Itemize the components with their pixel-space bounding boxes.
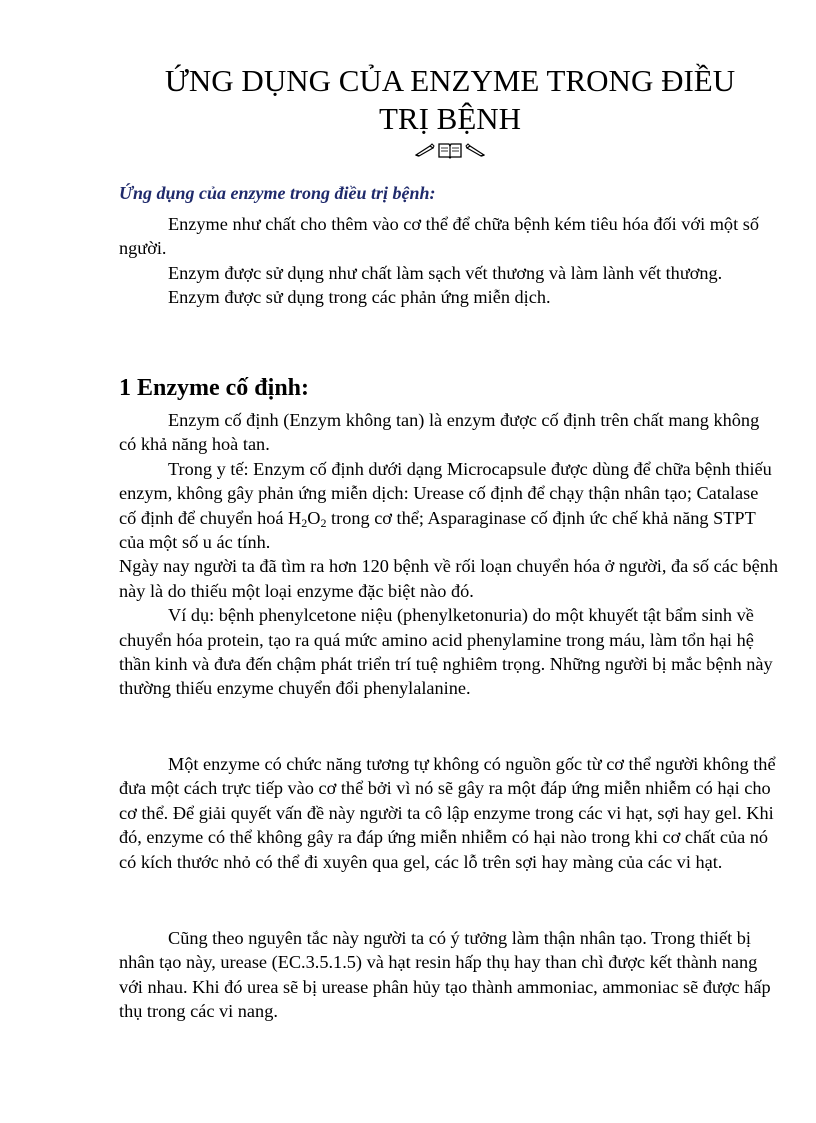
subscript-2a: 2 <box>301 515 308 530</box>
intro-paragraph-1: Enzyme như chất cho thêm vào cơ thể để chữa bệnh kém tiêu hóa đối với một số người. <box>119 214 759 259</box>
section-paragraph-2 <box>119 457 779 555</box>
section-heading: 1 Enzyme cố định: <box>119 375 310 401</box>
intro-heading: Ứng dụng của enzyme trong điều trị bệnh: <box>119 183 436 203</box>
book-icon <box>437 141 463 159</box>
section-paragraph-1: Enzym cố định (Enzym không tan) là enzym được cố định trên chất mang không có khả năng hoà tan. <box>119 410 760 455</box>
section-paragraph-6: Cũng theo nguyên tắc này người ta có ý tưởng làm thận nhân tạo. Trong thiết bị nhân tạo này, urease (EC.3.5.1.5) và hạt resin hấp thụ hay than chì được kết thành nang với nhau. Khi đó urea sẽ bị urease phân hủy tạo thành ammoniac, ammoniac sẽ được hấp thụ trong các vi nang. <box>119 928 771 1022</box>
page-title <box>120 62 780 138</box>
p2-text-oxygen: O <box>307 507 321 528</box>
section-body-final <box>119 926 779 1024</box>
section-body <box>119 408 779 701</box>
title-line-1: ỨNG DỤNG CỦA ENZYME TRONG ĐIỀU <box>164 63 736 98</box>
intro-body <box>119 212 779 310</box>
section-paragraph-4: Ví dụ: bệnh phenylcetone niệu (phenylketonuria) do một khuyết tật bẩm sinh về chuyển hóa protein, tạo ra quá mức amino acid phenylamine trong máu, làm tổn hại hệ thần kinh và đưa đến chậm phát triển trí tuệ nghiêm trọng. Những người bị mắc bệnh này thường thiếu enzyme chuyển đổi phenylalanine. <box>119 605 773 699</box>
subscript-2b: 2 <box>320 515 327 530</box>
p2-text-after: trong cơ thể; Asparaginase cố định ức chế khả năng STPT của một số u ác tính. <box>119 507 756 553</box>
p2-text-before: Trong y tế: Enzym cố định dưới dạng Microcapsule được dùng để chữa bệnh thiếu enzym, không gây phản ứng miễn dịch: Urease cố định để chạy thận nhân tạo; Catalase cố định để chuyển hoá H <box>119 458 772 528</box>
section-body-continued <box>119 752 779 874</box>
title-ornament <box>410 139 490 161</box>
pen-left-icon <box>415 143 435 157</box>
title-line-2: TRỊ BỆNH <box>378 101 522 136</box>
intro-paragraph-2: Enzym được sử dụng như chất làm sạch vết thương và làm lành vết thương. <box>168 262 723 283</box>
pen-right-icon <box>465 143 485 157</box>
section-paragraph-3: Ngày nay người ta đã tìm ra hơn 120 bệnh về rối loạn chuyển hóa ở người, đa số các bệnh này là do thiếu một loại enzyme đặc biệt nào đó. <box>119 556 779 601</box>
section-paragraph-5: Một enzyme có chức năng tương tự không có nguồn gốc từ cơ thể người không thể đưa một cách trực tiếp vào cơ thể bởi vì nó sẽ gây ra một đáp ứng miễn nhiễm có hại cho cơ thể. Để giải quyết vấn đề này người ta cô lập enzyme trong các vi hạt, sợi hay gel. Khi đó, enzyme có thể không gây ra đáp ứng miễn nhiễm có hại nào trong khi cơ chất của nó có kích thước nhỏ có thể đi xuyên qua gel, các lỗ trên sợi hay màng của các vi hạt. <box>119 754 776 872</box>
intro-paragraph-3: Enzym được sử dụng trong các phản ứng miễn dịch. <box>168 287 551 308</box>
